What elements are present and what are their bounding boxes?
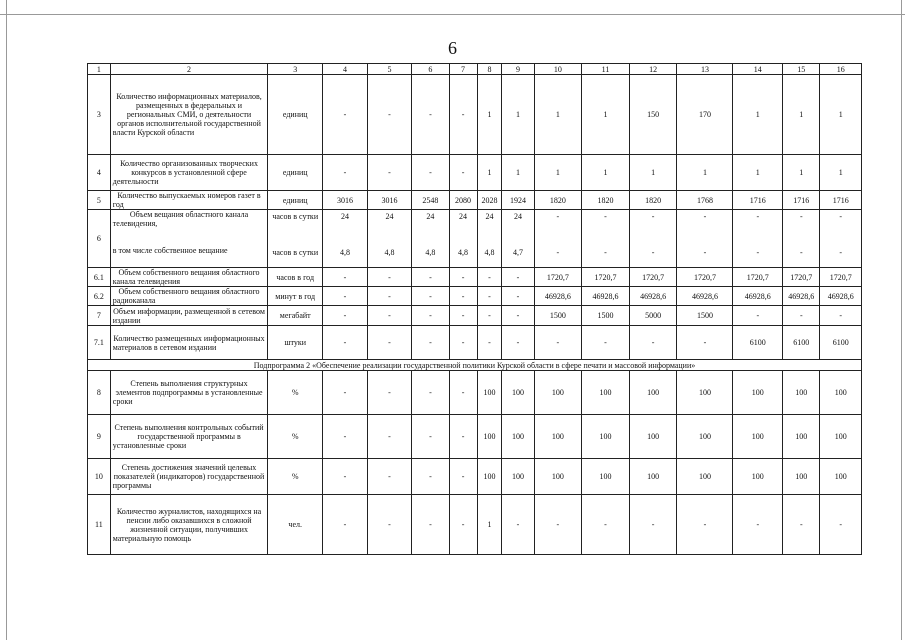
indicator-name: Объем собственного вещания областного радиоканала <box>110 287 267 306</box>
value-cell: - <box>820 495 862 555</box>
table-row <box>88 326 862 360</box>
value-cell: - <box>367 306 412 326</box>
value-cell <box>677 210 733 268</box>
value-cell: 1 <box>477 155 502 191</box>
value-sub: 4,8 <box>425 247 436 257</box>
row-number: 7 <box>88 306 111 326</box>
value-sub: 4,8 <box>484 247 495 257</box>
value-cell: 5000 <box>629 306 677 326</box>
value-cell <box>820 210 862 268</box>
value-cell: 1716 <box>820 191 862 210</box>
indicator-name-sub: в том числе собственное вещание <box>112 246 228 255</box>
value-cell: 1 <box>820 75 862 155</box>
value-cell: 100 <box>582 371 630 415</box>
value-cell: 100 <box>477 371 502 415</box>
row-number: 6.1 <box>88 268 111 287</box>
value-cell: - <box>820 306 862 326</box>
value-cell <box>582 210 630 268</box>
value-cell: 1 <box>677 155 733 191</box>
indicator-name: Степень выполнения структурных элементов подпрограммы в установленные сроки <box>110 371 267 415</box>
value-cell: 100 <box>534 459 582 495</box>
value-cell <box>449 210 477 268</box>
value-cell: 100 <box>677 459 733 495</box>
value-cell: 100 <box>733 459 783 495</box>
indicator-name: Количество выпускаемых номеров газет в год <box>110 191 267 210</box>
value-cell: - <box>412 75 449 155</box>
indicator-name: Количество размещенных информационных материалов в сетевом издании <box>110 326 267 360</box>
indicator-name: Объем собственного вещания областного канала телевидения <box>110 268 267 287</box>
column-header: 10 <box>534 64 582 75</box>
value-cell: - <box>677 495 733 555</box>
value-cell: - <box>477 287 502 306</box>
table-row <box>88 268 862 287</box>
value-cell <box>733 210 783 268</box>
subprogram-row <box>88 360 862 371</box>
value-cell: 1820 <box>629 191 677 210</box>
scan-border-left <box>0 0 7 640</box>
value-cell: - <box>502 287 534 306</box>
value-cell: 1 <box>733 75 783 155</box>
value-cell: - <box>323 155 368 191</box>
value-cell: - <box>323 415 368 459</box>
value-cell: 1 <box>582 75 630 155</box>
value-cell: - <box>733 495 783 555</box>
value-cell: 1 <box>502 75 534 155</box>
value-cell: 100 <box>502 415 534 459</box>
value-sub: - <box>703 247 707 257</box>
value-cell: 1720,7 <box>534 268 582 287</box>
value-cell: - <box>502 326 534 360</box>
value-cell: - <box>412 268 449 287</box>
value-cell: 46928,6 <box>677 287 733 306</box>
value-cell: - <box>449 75 477 155</box>
value-sub: - <box>839 247 843 257</box>
value-cell: 1820 <box>534 191 582 210</box>
value-cell: 1500 <box>582 306 630 326</box>
value-cell: 1720,7 <box>629 268 677 287</box>
value-cell: 100 <box>783 415 820 459</box>
table-body <box>88 75 862 555</box>
row-number: 4 <box>88 155 111 191</box>
table-row <box>88 459 862 495</box>
column-header: 6 <box>412 64 449 75</box>
value-cell: 46928,6 <box>783 287 820 306</box>
table-row <box>88 306 862 326</box>
indicators-table <box>87 63 862 555</box>
value-cell: - <box>412 495 449 555</box>
value-cell: 1 <box>629 155 677 191</box>
value-cell: 100 <box>582 415 630 459</box>
value-cell <box>323 210 368 268</box>
value-cell: - <box>323 268 368 287</box>
value-cell: - <box>502 268 534 287</box>
value-cell: - <box>502 306 534 326</box>
value-cell: 100 <box>820 459 862 495</box>
value-main: - <box>556 211 560 221</box>
value-cell: - <box>449 306 477 326</box>
value-cell: - <box>412 155 449 191</box>
value-cell: - <box>449 459 477 495</box>
value-main: 24 <box>426 211 435 221</box>
value-cell: 3016 <box>367 191 412 210</box>
value-cell: - <box>449 326 477 360</box>
value-cell: 100 <box>502 459 534 495</box>
value-cell: - <box>367 268 412 287</box>
value-cell: 46928,6 <box>733 287 783 306</box>
column-header: 2 <box>110 64 267 75</box>
unit-cell <box>268 210 323 268</box>
value-cell: 1720,7 <box>820 268 862 287</box>
value-cell: - <box>582 326 630 360</box>
value-main: 24 <box>385 211 394 221</box>
column-header: 14 <box>733 64 783 75</box>
value-cell: 46928,6 <box>534 287 582 306</box>
value-cell: - <box>367 326 412 360</box>
value-cell <box>534 210 582 268</box>
value-cell: 100 <box>477 459 502 495</box>
value-main: - <box>756 211 760 221</box>
value-cell: 1 <box>477 495 502 555</box>
value-cell: 1500 <box>534 306 582 326</box>
value-cell: 1 <box>582 155 630 191</box>
indicator-name: Степень выполнения контрольных событий государственной программы в установленные сроки <box>110 415 267 459</box>
unit-cell: % <box>268 371 323 415</box>
value-main: 24 <box>513 211 522 221</box>
unit-main: часов в сутки <box>272 211 319 221</box>
value-cell: 100 <box>629 415 677 459</box>
value-cell <box>502 210 534 268</box>
unit-sub: часов в сутки <box>272 247 319 257</box>
column-header: 11 <box>582 64 630 75</box>
value-cell: 6100 <box>820 326 862 360</box>
value-cell: - <box>412 415 449 459</box>
value-cell: - <box>534 495 582 555</box>
value-cell: 1820 <box>582 191 630 210</box>
column-header: 7 <box>449 64 477 75</box>
subprogram-title: Подпрограмма 2 «Обеспечение реализации государственной политики Курской области в сфере печати и массовой информации» <box>88 360 862 371</box>
value-cell: - <box>367 155 412 191</box>
value-cell: - <box>412 371 449 415</box>
indicator-name: Объем информации, размещенной в сетевом издании <box>110 306 267 326</box>
value-cell: - <box>323 495 368 555</box>
row-number: 9 <box>88 415 111 459</box>
row-number: 5 <box>88 191 111 210</box>
value-main: 24 <box>485 211 494 221</box>
value-cell <box>412 210 449 268</box>
value-cell: 1 <box>534 75 582 155</box>
value-cell <box>367 210 412 268</box>
table-row <box>88 75 862 155</box>
value-cell: - <box>477 306 502 326</box>
value-cell: 6100 <box>733 326 783 360</box>
indicator-name: Количество журналистов, находящихся на пенсии либо оказавшихся в сложной жизненной ситуации, получивших материальную помощь <box>110 495 267 555</box>
value-sub: - <box>756 247 760 257</box>
value-cell: 100 <box>534 415 582 459</box>
unit-cell: часов в год <box>268 268 323 287</box>
column-header: 1 <box>88 64 111 75</box>
value-cell: - <box>323 371 368 415</box>
value-cell: - <box>367 371 412 415</box>
indicator-name-main: Объем вещания областного канала телевидения, <box>112 210 249 228</box>
value-main: - <box>799 211 803 221</box>
value-cell <box>783 210 820 268</box>
column-header: 13 <box>677 64 733 75</box>
value-cell: - <box>783 495 820 555</box>
value-cell: 1 <box>502 155 534 191</box>
column-header: 4 <box>323 64 368 75</box>
value-cell: - <box>412 459 449 495</box>
unit-cell: % <box>268 459 323 495</box>
unit-cell: % <box>268 415 323 459</box>
unit-cell: штуки <box>268 326 323 360</box>
value-main: - <box>703 211 707 221</box>
table-row <box>88 415 862 459</box>
value-cell <box>629 210 677 268</box>
value-cell: 1720,7 <box>582 268 630 287</box>
value-cell: 100 <box>629 371 677 415</box>
value-sub: - <box>604 247 607 257</box>
value-cell: 100 <box>534 371 582 415</box>
value-cell: 100 <box>629 459 677 495</box>
value-cell: - <box>477 326 502 360</box>
value-cell: 1720,7 <box>733 268 783 287</box>
value-cell: 46928,6 <box>820 287 862 306</box>
value-cell: - <box>323 287 368 306</box>
value-cell: - <box>412 287 449 306</box>
value-cell: 1 <box>783 155 820 191</box>
value-sub: - <box>556 247 560 257</box>
value-cell: - <box>323 306 368 326</box>
table-row <box>88 371 862 415</box>
value-cell: - <box>783 306 820 326</box>
value-cell: 1 <box>783 75 820 155</box>
unit-cell: единиц <box>268 155 323 191</box>
value-cell: - <box>449 415 477 459</box>
value-main: - <box>839 211 843 221</box>
row-number: 3 <box>88 75 111 155</box>
value-cell: - <box>582 495 630 555</box>
scan-border-right <box>901 0 905 640</box>
value-cell: 100 <box>582 459 630 495</box>
value-cell: 100 <box>677 415 733 459</box>
value-cell: - <box>323 326 368 360</box>
value-cell: 1716 <box>733 191 783 210</box>
column-header: 12 <box>629 64 677 75</box>
value-cell: 100 <box>733 371 783 415</box>
value-cell: - <box>367 495 412 555</box>
indicator-name: Количество информационных материалов, размещенных в федеральных и региональных СМИ, о деятельности органов исполнительной государственной власти Курской области <box>110 75 267 155</box>
value-cell: - <box>534 326 582 360</box>
table-row <box>88 287 862 306</box>
value-main: - <box>651 211 655 221</box>
value-cell <box>477 210 502 268</box>
value-cell: 1 <box>534 155 582 191</box>
column-header: 5 <box>367 64 412 75</box>
value-cell: 1768 <box>677 191 733 210</box>
value-cell: 46928,6 <box>629 287 677 306</box>
value-cell: - <box>367 287 412 306</box>
value-cell: 100 <box>783 371 820 415</box>
value-cell: 1500 <box>677 306 733 326</box>
row-number: 6.2 <box>88 287 111 306</box>
table-row <box>88 155 862 191</box>
value-cell: 1 <box>820 155 862 191</box>
value-sub: 4,8 <box>458 247 469 257</box>
column-header: 3 <box>268 64 323 75</box>
row-number: 10 <box>88 459 111 495</box>
value-cell: - <box>677 326 733 360</box>
value-sub: 4,8 <box>384 247 395 257</box>
indicator-name: Степень достижения значений целевых показателей (индикаторов) государственной программы <box>110 459 267 495</box>
value-cell: 100 <box>820 415 862 459</box>
value-main: - <box>604 211 607 221</box>
value-cell: 100 <box>733 415 783 459</box>
unit-cell: чел. <box>268 495 323 555</box>
value-cell: 100 <box>477 415 502 459</box>
table-row <box>88 495 862 555</box>
value-cell: - <box>412 326 449 360</box>
value-sub: - <box>799 247 803 257</box>
value-cell: 1720,7 <box>783 268 820 287</box>
unit-cell: мегабайт <box>268 306 323 326</box>
value-cell: - <box>367 459 412 495</box>
value-cell: 1 <box>733 155 783 191</box>
value-cell: 100 <box>502 371 534 415</box>
value-cell: - <box>449 495 477 555</box>
value-sub: 4,7 <box>512 247 523 257</box>
value-cell: 1720,7 <box>677 268 733 287</box>
value-cell: - <box>449 155 477 191</box>
unit-cell: минут в год <box>268 287 323 306</box>
value-cell: - <box>449 268 477 287</box>
table-row <box>88 191 862 210</box>
row-number: 7.1 <box>88 326 111 360</box>
value-cell: - <box>323 75 368 155</box>
value-cell: - <box>477 268 502 287</box>
row-number: 8 <box>88 371 111 415</box>
row-number: 6 <box>88 210 111 268</box>
column-header: 9 <box>502 64 534 75</box>
scan-border-top <box>0 0 905 15</box>
table-row <box>88 210 862 268</box>
column-header: 16 <box>820 64 862 75</box>
value-cell: 170 <box>677 75 733 155</box>
value-cell: 2028 <box>477 191 502 210</box>
header-row <box>88 64 862 75</box>
value-cell: - <box>367 415 412 459</box>
value-cell: 1 <box>477 75 502 155</box>
value-cell: - <box>629 495 677 555</box>
value-cell: 46928,6 <box>582 287 630 306</box>
value-cell: 100 <box>677 371 733 415</box>
value-cell: 6100 <box>783 326 820 360</box>
value-cell: 150 <box>629 75 677 155</box>
value-cell: - <box>449 371 477 415</box>
value-main: 24 <box>340 211 349 221</box>
value-cell: - <box>629 326 677 360</box>
value-cell: - <box>412 306 449 326</box>
value-cell: 100 <box>783 459 820 495</box>
value-cell: - <box>323 459 368 495</box>
indicator-name: Количество организованных творческих конкурсов в установленной сфере деятельности <box>110 155 267 191</box>
value-sub: - <box>651 247 655 257</box>
value-cell: 100 <box>820 371 862 415</box>
value-cell: 1924 <box>502 191 534 210</box>
value-cell: - <box>367 75 412 155</box>
value-cell: 3016 <box>323 191 368 210</box>
value-cell: - <box>502 495 534 555</box>
value-cell: 1716 <box>783 191 820 210</box>
value-cell: - <box>449 287 477 306</box>
value-main: 24 <box>459 211 468 221</box>
indicator-name <box>110 210 267 268</box>
row-number: 11 <box>88 495 111 555</box>
unit-cell: единиц <box>268 75 323 155</box>
value-cell: 2080 <box>449 191 477 210</box>
column-header: 8 <box>477 64 502 75</box>
value-cell: 2548 <box>412 191 449 210</box>
value-sub: 4,8 <box>339 247 350 257</box>
column-header: 15 <box>783 64 820 75</box>
value-cell: - <box>733 306 783 326</box>
page-number: 6 <box>448 38 457 58</box>
unit-cell: единиц <box>268 191 323 210</box>
